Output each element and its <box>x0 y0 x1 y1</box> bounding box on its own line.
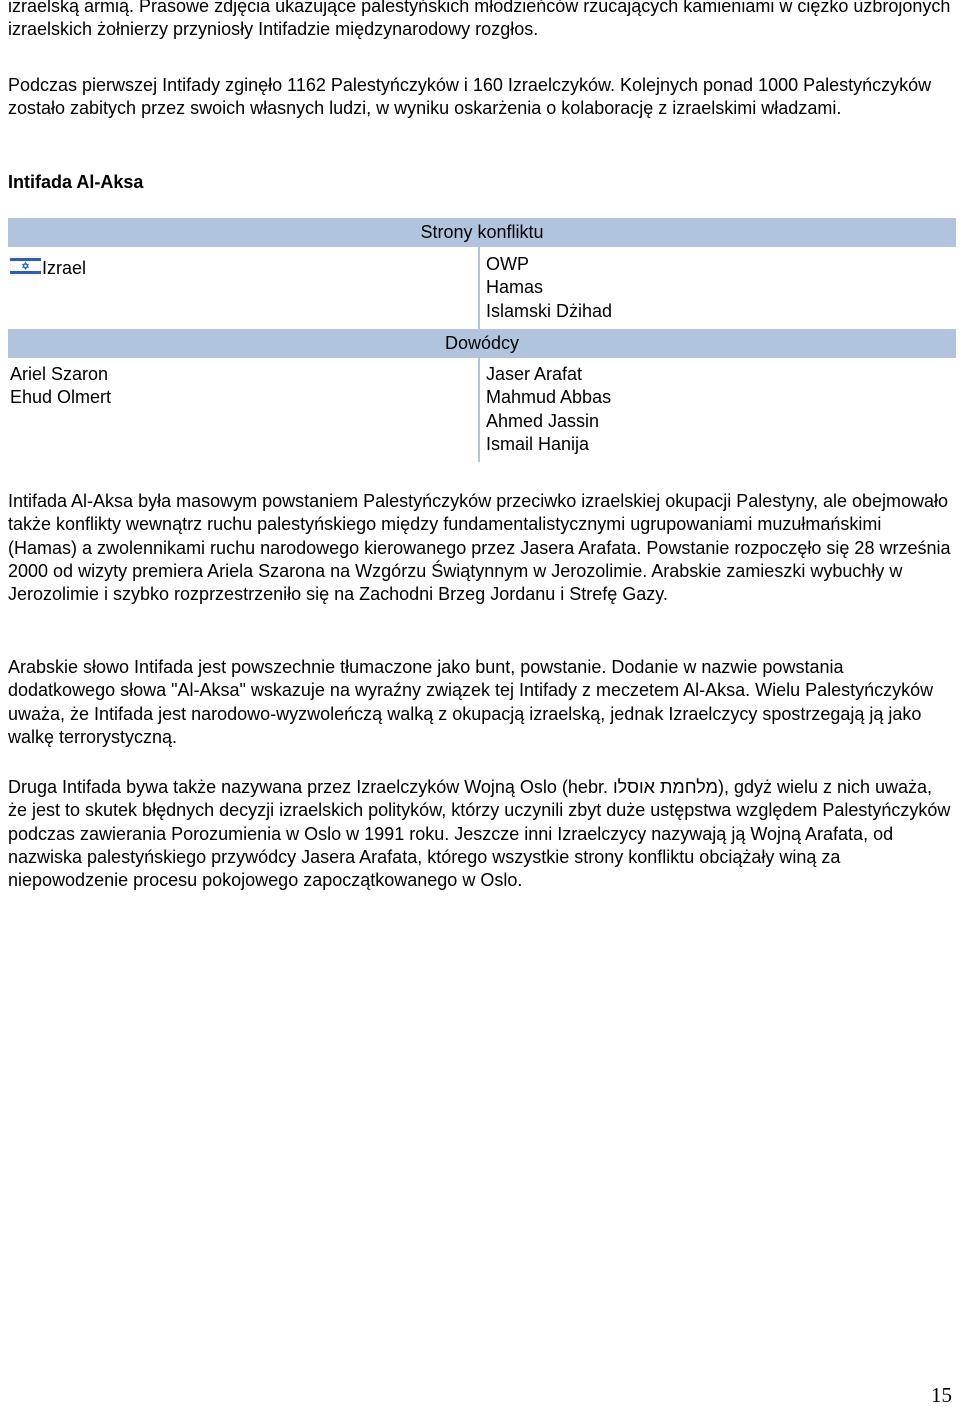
commander-mahmud-abbas: Mahmud Abbas <box>486 387 612 408</box>
paragraph-intro: izraelską armią. Prasowe zdjęcia ukazujące palestyńskich młodzieńców rzucających kamieniami w ciężko uzbrojonych izraelskich żołnierzy przyniosły Intifadzie międzynarodowy rozgłos. <box>8 0 951 40</box>
commander-ahmed-jassin: Ahmed Jassin <box>486 410 600 431</box>
paragraph-intifada-meaning: Arabskie słowo Intifada jest powszechnie tłumaczone jako bunt, powstanie. Dodanie w nazwie powstania dodatkowego słowa "Al-Aksa" wskazuje na wyraźny związek tej Intifady z meczetem Al-Aksa. Wielu Palestyńczyków uważa, że Intifada jest narodowo-wyzwoleńczą walką z okupacją izraelską, jednak Izraelczycy spostrzegają ją jako walkę terrorystyczną. <box>8 657 934 747</box>
commander-jaser-arafat: Jaser Arafat <box>486 364 583 384</box>
israel-commanders-list <box>10 363 111 410</box>
commander-ehud-olmert: Ehud Olmert <box>10 387 112 408</box>
section-heading: Intifada Al-Aksa <box>8 172 144 192</box>
infobox-header-sides: Strony konfliktu <box>8 218 956 247</box>
paragraph-al-aksa-uprising: Intifada Al-Aksa była masowym powstaniem Palestyńczyków przeciwko izraelskiej okupacji Palestyny, ale obejmowało także konflikty wewnątrz ruchu palestyńskiego między fundamentalistycznymi ugrupowaniami muzułmańskimi (Hamas) a zwolennikami ruchu narodowego kierowanego przez Jasera Arafata. Powstanie rozpoczęło się 28 września 2000 od wizyty premiera Ariela Szarona na Wzgórzu Świątynnym w Jerozolimie. Arabskie zamieszki wybuchły w Jerozolimie i szybko rozprzestrzeniło się na Zachodni Brzeg Jordanu i Strefę Gazy. <box>8 491 951 605</box>
infobox-divider-bottom <box>478 358 480 462</box>
palestinian-sides-list <box>486 253 612 323</box>
paragraph-oslo-war: Druga Intifada bywa także nazywana przez Izraelczyków Wojną Oslo (hebr. מלחמת אוסלו), gdyż wielu z nich uważa, że jest to skutek błędnych decyzji izraelskich polityków, którzy uczynili zbyt duże ustępstwa względem Palestyńczyków podczas zawierania Porozumienia w Oslo w 1991 roku. Jeszcze inni Izraelczycy nazywają ją Wojną Arafata, od nazwiska palestyńskiego przywódcy Jasera Arafata, którego wszystkie strony konfliktu obciążały winą za niepowodzenie procesu pokojowego zapoczątkowanego w Oslo. <box>8 777 951 891</box>
israel-flag-icon <box>10 256 41 282</box>
side-owp: OWP <box>486 254 529 274</box>
commander-ismail-hanija: Ismail Hanija <box>486 433 590 454</box>
infobox-divider-top <box>478 247 480 329</box>
commander-ariel-szaron: Ariel Szaron <box>10 364 109 384</box>
israel-side <box>10 256 86 282</box>
paragraph-casualties: Podczas pierwszej Intifady zginęło 1162 Palestyńczyków i 160 Izraelczyków. Kolejnych ponad 1000 Palestyńczyków zostało zabitych przez swoich własnych ludzi, w wyniku oskarżenia o kolaborację z izraelskimi władzami. <box>8 75 932 119</box>
page-number: 15 <box>931 1383 952 1407</box>
israel-label: Izrael <box>42 258 87 278</box>
conflict-infobox <box>8 218 956 462</box>
infobox-header-commanders: Dowódcy <box>8 329 956 358</box>
side-islamic-jihad: Islamski Dżihad <box>486 300 613 321</box>
palestinian-commanders-list <box>486 363 611 456</box>
side-hamas: Hamas <box>486 277 544 298</box>
